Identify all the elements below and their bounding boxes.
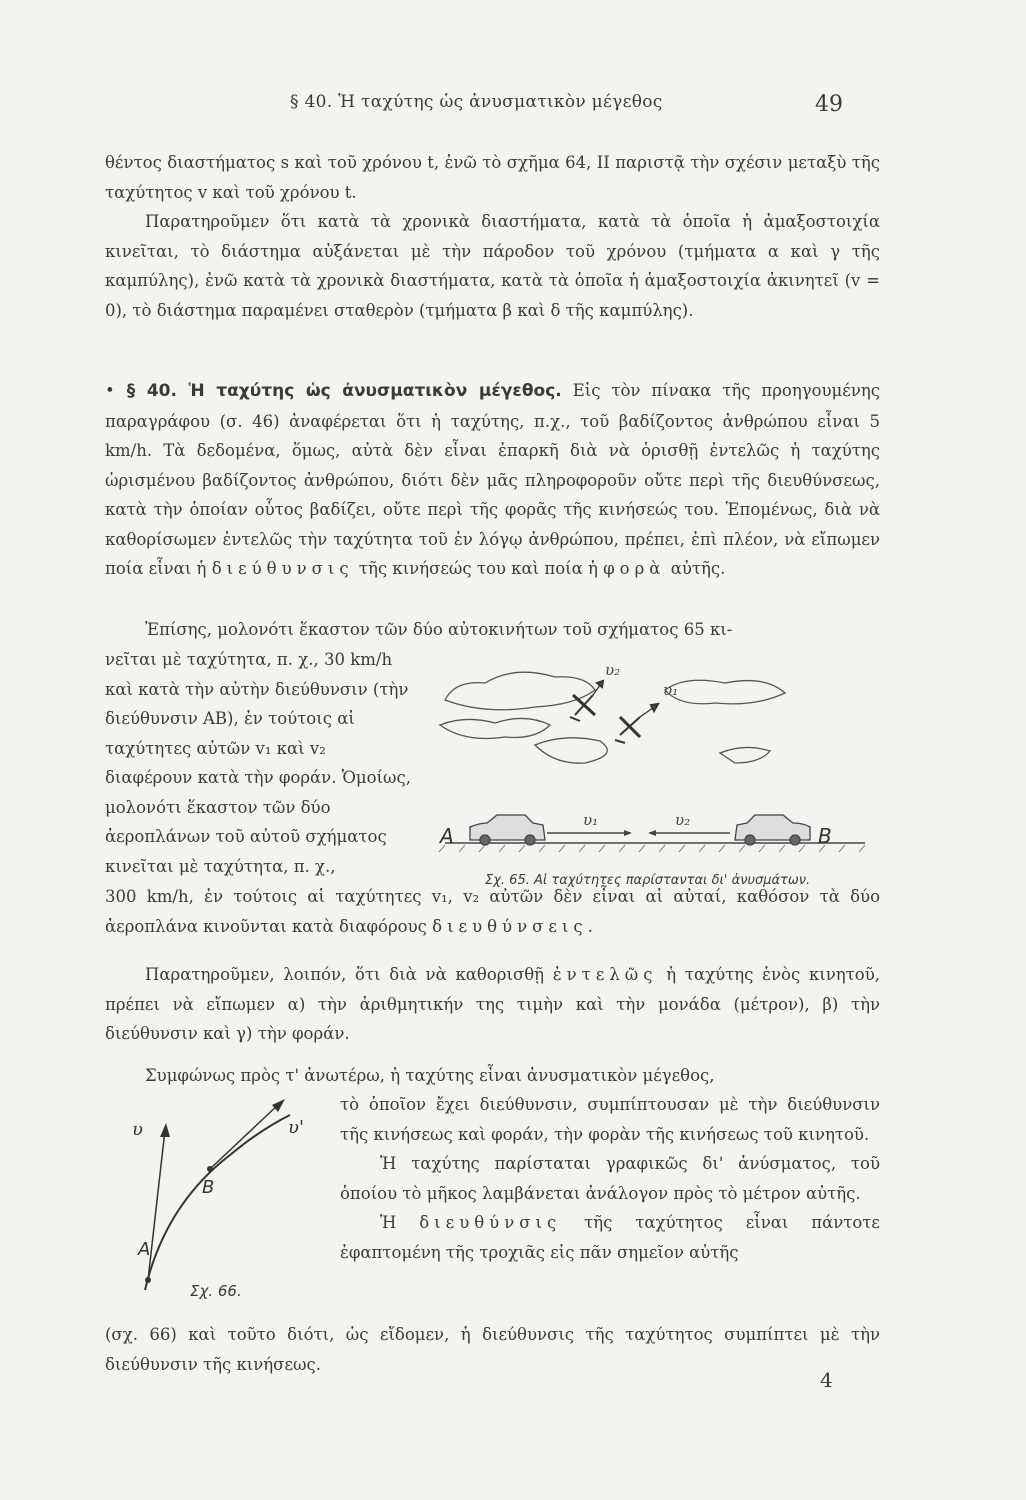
- paragraph-6-side-text: [340, 1090, 880, 1267]
- spaced-word-direction-2: διευθύνσις: [419, 1213, 562, 1232]
- cloud-2: [665, 680, 785, 704]
- paragraph-6-side-c: [340, 1208, 880, 1267]
- label-v2-car: υ₂: [675, 811, 691, 829]
- signature-mark: 4: [820, 1368, 833, 1392]
- paragraph-4-side-text: νεῖται μὲ ταχύτητα, π. χ., 30 km/h καὶ κατὰ τὴν αὐτὴν διεύθυνσιν (τὴν διεύθυνσιν AB), ἐν τούτοις αἱ ταχύτητες αὐτῶν v₁ καὶ v₂ διαφέρουν κατὰ τὴν φοράν. Ὁμοίως, μολονότι ἕκαστον τῶν δύο ἀεροπλάνων τοῦ αὐτοῦ σχήματος κινεῖται μὲ ταχύτητα, π. χ.,: [105, 650, 411, 876]
- spaced-word-direction: διεύθυνσις: [211, 559, 354, 578]
- paragraph-6-side-b: Ἡ ταχύτης παρίσταται γραφικῶς δι' ἀνύσματος, τοῦ ὁποίου τὸ μῆκος λαμβάνεται ἀνάλογον πρὸς τὸ μέτρον αὐτῆς.: [340, 1154, 880, 1203]
- cloud-3: [440, 718, 550, 738]
- label-v1-plane: υ₁: [663, 681, 679, 699]
- figure-66-caption: Σχ. 66.: [190, 1282, 242, 1300]
- running-title: § 40. Ἡ ταχύτης ὡς ἀνυσματικὸν μέγεθος: [290, 92, 663, 112]
- figure-65: [425, 645, 880, 875]
- figure-65-caption: Σχ. 65. Αἱ ταχύτητες παρίστανται δι' ἀνυσμάτων.: [485, 873, 811, 888]
- paragraph-5-text-a: Παρατηροῦμεν, λοιπόν, ὅτι διὰ νὰ καθορισθῇ: [145, 965, 545, 984]
- paragraph-5: [105, 960, 880, 1049]
- paragraph-6-side-c2: τῆς ταχύτητος εἶναι πάντοτε ἐφαπτομένη τῆς τροχιᾶς εἰς πᾶν σημεῖον αὐτῆς: [340, 1213, 880, 1262]
- cloud-1: [445, 672, 595, 710]
- spaced-word-completely: ἐντελῶς: [552, 965, 658, 984]
- section-40-paragraph: [105, 376, 880, 584]
- tangent-vector-v-prime: [210, 1103, 280, 1169]
- section-body-mid: τῆς κινήσεώς του καὶ ποία ἡ: [358, 559, 598, 578]
- label-v-prime: υ': [288, 1117, 304, 1138]
- label-A-66: A: [138, 1239, 151, 1260]
- section-heading: § 40. Ἡ ταχύτης ὡς ἀνυσματικὸν μέγεθος.: [126, 381, 562, 401]
- paragraph-4-rest-text: 300 km/h, ἐν τούτοις αἱ ταχύτητες v₁, v₂ αὐτῶν δὲν εἶναι αἱ αὐταί, καθόσον τὰ δύο ἀεροπλάνα κινοῦνται κατὰ διαφόρους: [105, 887, 880, 936]
- label-v1-car: υ₁: [583, 811, 599, 829]
- section-body: Εἰς τὸν πίνακα τῆς προηγουμένης παραγράφου (σ. 46) ἀναφέρεται ὅτι ἡ ταχύτης, π.χ., τοῦ βαδίζοντος ἀνθρώπου εἶναι 5 km/h. Τὰ δεδομένα, ὅμως, αὐτὰ δὲν εἶναι ἐπαρκῆ διὰ νὰ ὁρισθῇ ἐντελῶς ἡ ταχύτης ὡρισμένου βαδίζοντος ἀνθρώπου, διότι δὲν μᾶς πληροφοροῦν οὔτε περὶ τῆς διευθύνσεως, κατὰ τὴν ὁποίαν οὗτος βαδίζει, οὔτε περὶ τῆς φορᾶς τῆς κινήσεώς του. Ἑπομένως, διὰ νὰ καθορίσωμεν ἐντελῶς τὴν ταχύτητα τοῦ ἐν λόγῳ ἀνθρώπου, πρέπει, ἐπὶ πλέον, νὰ εἴπωμεν ποία εἶναι ἡ: [105, 381, 880, 578]
- point-B: [207, 1166, 213, 1172]
- section-body-end: αὐτῆς.: [670, 559, 726, 578]
- cloud-4: [535, 738, 607, 763]
- trajectory-curve: [145, 1115, 290, 1290]
- paragraph-7: (σχ. 66) καὶ τοῦτο διότι, ὡς εἴδομεν, ἡ διεύθυνσις τῆς ταχύτητος συμπίπτει μὲ τὴν διεύθυνσιν τῆς κινήσεως.: [105, 1325, 880, 1374]
- spaced-word-sense: φορὰ: [603, 559, 666, 578]
- paragraph-6-side-c1: Ἡ: [380, 1213, 397, 1232]
- airplane-1: [570, 681, 603, 721]
- paragraph-2: Παρατηροῦμεν ὅτι κατὰ τὰ χρονικὰ διαστήματα, κατὰ τὰ ὁποῖα ἡ ἁμαξοστοιχία κινεῖται, τὸ διάστημα αὐξάνεται μὲ τὴν πάροδον τοῦ χρόνου (τμήματα α καὶ γ τῆς καμπύλης), ἐνῶ κατὰ τὰ χρονικὰ διαστήματα, κατὰ τὰ ὁποῖα ἡ ἁμαξοστοιχία ἀκινητεῖ (v = 0), τὸ διάστημα παραμένει σταθερὸν (τμήματα β καὶ δ τῆς καμπύλης).: [105, 212, 880, 320]
- paragraph-1: θέντος διαστήματος s καὶ τοῦ χρόνου t, ἐνῶ τὸ σχῆμα 64, II παριστᾷ τὴν σχέσιν μεταξὺ τῆς ταχύτητος v καὶ τοῦ χρόνου t.: [105, 153, 880, 202]
- paragraph-5-text-b: ἡ ταχύτης ἑνὸς κινητοῦ, πρέπει νὰ εἴπωμεν α) τὴν ἀριθμητικήν της τιμὴν καὶ τὴν μονάδα (μέτρον), β) τὴν διεύθυνσιν καὶ γ) τὴν φοράν.: [105, 965, 881, 1043]
- paragraph-6-side-a: τὸ ὁποῖον ἔχει διεύθυνσιν, συμπίπτουσαν μὲ τὴν διεύθυνσιν τῆς κινήσεως καὶ φοράν, τὴν φορὰν τῆς κινήσεως τοῦ κινητοῦ.: [340, 1095, 880, 1144]
- airplane-2: [615, 704, 658, 743]
- label-v2-plane: υ₂: [605, 661, 621, 679]
- figure-66: [110, 1095, 320, 1295]
- spaced-word-directions: διευθύνσεις.: [432, 916, 598, 936]
- paragraph-6-first-line: Συμφώνως πρὸς τ' ἀνωτέρω, ἡ ταχύτης εἶναι ἀνυσματικὸν μέγεθος,: [145, 1066, 715, 1085]
- point-A: [145, 1277, 151, 1283]
- label-B-66: B: [202, 1177, 215, 1198]
- bullet-mark: •: [105, 381, 115, 400]
- page-number: 49: [815, 92, 843, 117]
- car-right: [735, 815, 810, 845]
- tangent-vector-v: [148, 1130, 165, 1280]
- road-hatching: [439, 845, 865, 852]
- car-left: [470, 815, 545, 845]
- paragraph-6-side-b-wrap: [340, 1149, 880, 1208]
- cloud-5: [720, 747, 770, 763]
- label-v: υ: [132, 1119, 143, 1140]
- paragraph-4-rest: [105, 882, 880, 941]
- paragraph-4-first-line: Ἐπίσης, μολονότι ἕκαστον τῶν δύο αὐτοκινήτων τοῦ σχήματος 65 κι-: [145, 620, 733, 639]
- label-A: A: [440, 824, 454, 848]
- label-B: B: [818, 824, 832, 848]
